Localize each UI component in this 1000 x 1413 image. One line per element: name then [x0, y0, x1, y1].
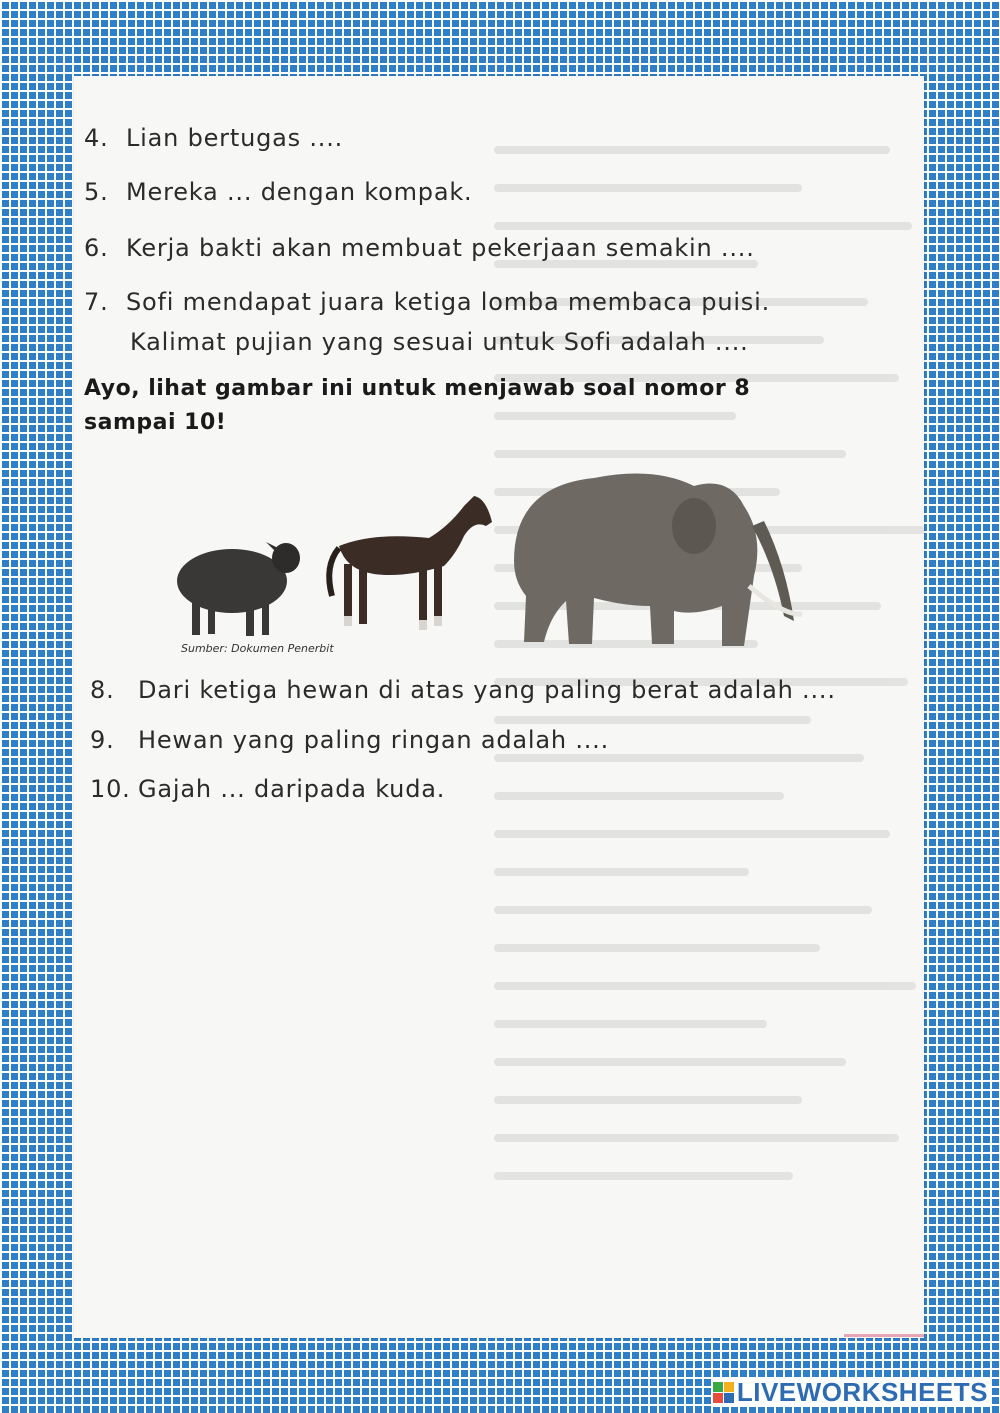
- sheep-image: [177, 542, 300, 636]
- image-caption: Sumber: Dokumen Penerbit: [181, 642, 334, 655]
- question-number: 9.: [90, 726, 115, 754]
- brand-name: LIVEWORKSHEETS: [736, 1376, 988, 1407]
- question-number: 5.: [84, 178, 109, 206]
- question-number: 8.: [90, 676, 115, 704]
- decorative-line: [844, 1334, 924, 1337]
- question-7-line-2: Kalimat pujian yang sesuai untuk Sofi adalah ....: [130, 328, 749, 356]
- question-6: [84, 234, 755, 262]
- question-9: [90, 726, 609, 754]
- question-text: Mereka ... dengan kompak.: [126, 178, 473, 206]
- question-7: [84, 288, 770, 316]
- liveworksheets-logo[interactable]: [711, 1377, 992, 1407]
- question-5: [84, 178, 472, 206]
- instruction: Ayo, lihat gambar ini untuk menjawab soal nomor 8 sampai 10!: [84, 376, 751, 435]
- question-text: Lian bertugas ....: [126, 124, 344, 152]
- horse-image: [329, 496, 492, 630]
- question-text: Hewan yang paling ringan adalah ....: [138, 726, 610, 754]
- animals-illustration: [174, 466, 814, 656]
- question-text: Kerja bakti akan membuat pekerjaan semakin ....: [126, 234, 755, 262]
- question-text: Gajah ... daripada kuda.: [138, 775, 446, 803]
- question-8: [90, 676, 836, 704]
- question-number: 4.: [84, 124, 109, 152]
- question-number: 10.: [90, 775, 131, 803]
- question-4: [84, 124, 343, 152]
- question-number: 6.: [84, 234, 109, 262]
- logo-icon: [713, 1382, 734, 1403]
- question-text: Dari ketiga hewan di atas yang paling berat adalah ....: [138, 676, 836, 704]
- question-text: Sofi mendapat juara ketiga lomba membaca puisi.: [126, 288, 770, 316]
- elephant-image: [514, 474, 802, 647]
- question-number: 7.: [84, 288, 109, 316]
- question-10: [90, 775, 445, 803]
- worksheet-page: [74, 76, 924, 1338]
